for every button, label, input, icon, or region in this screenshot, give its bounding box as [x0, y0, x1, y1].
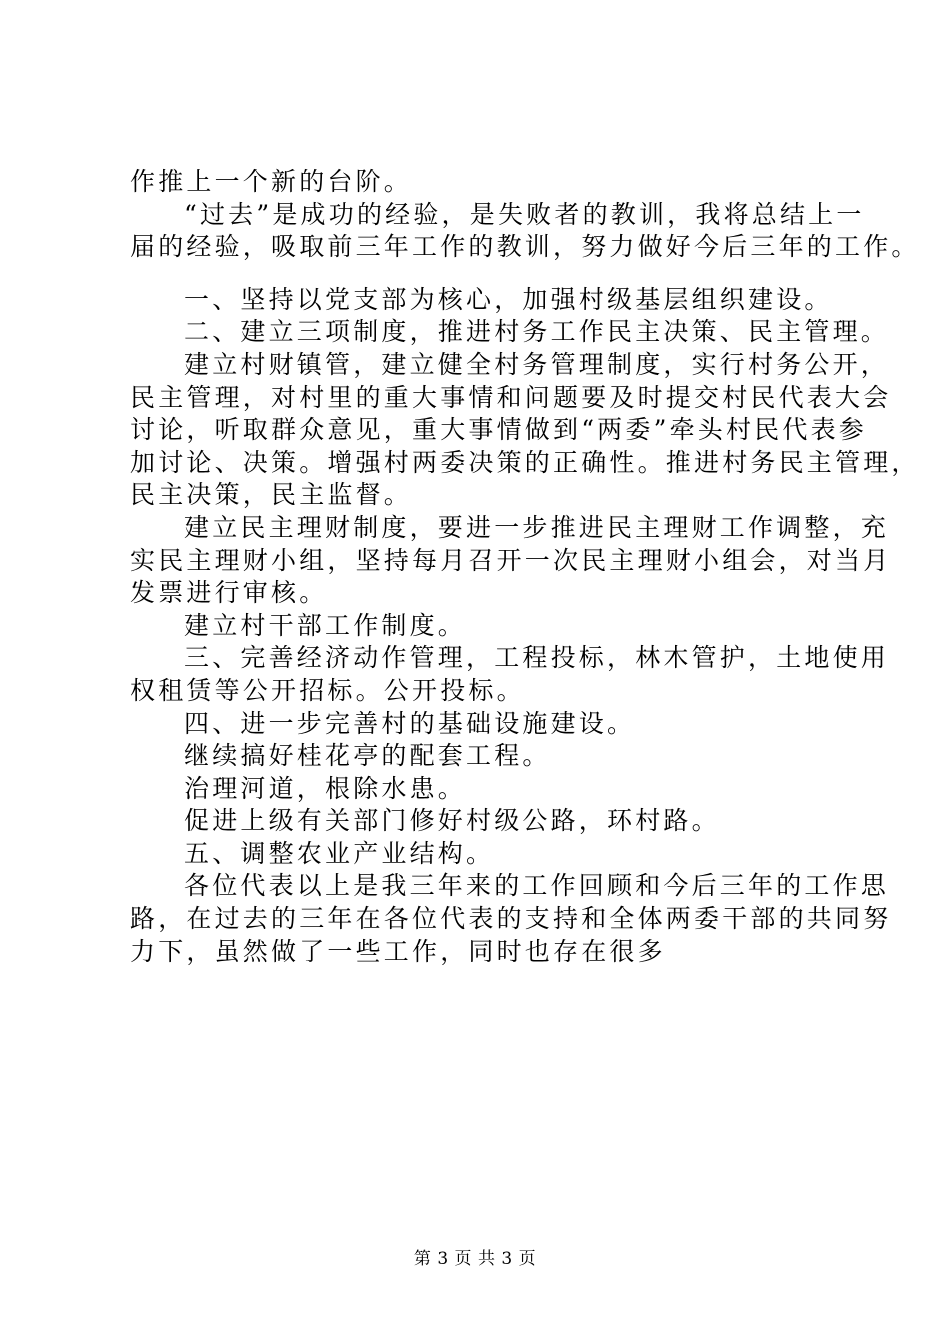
section-heading: 五、调整农业产业结构。: [184, 838, 495, 868]
text-line: 作推上一个新的台阶。: [130, 167, 413, 196]
document-body: [130, 166, 920, 968]
text-line: 建立村财镇管，建立健全村务管理制度，实行村务公开，: [184, 349, 890, 379]
text-line: 权租赁等公开招标。公开投标。: [130, 675, 525, 705]
text-line: 继续搞好桂花亭的配套工程。: [184, 741, 551, 771]
text-line: 讨论，听取群众意见，重大事情做到“两委”牵头村民代表参: [130, 415, 867, 445]
text-line: “过去”是成功的经验，是失败者的教训，我将总结上一: [184, 199, 865, 229]
text-line: 实民主理财小组，坚持每月召开一次民主理财小组会，对当月: [130, 545, 892, 575]
text-line: 路，在过去的三年在各位代表的支持和全体两委干部的共同努: [130, 904, 892, 934]
section-heading: 四、进一步完善村的基础设施建设。: [184, 708, 636, 738]
text-line: 建立村干部工作制度。: [184, 610, 467, 640]
text-line: 各位代表以上是我三年来的工作回顾和今后三年的工作思: [184, 871, 890, 901]
paragraph-gap: [130, 264, 840, 284]
text-line: 民主管理，对村里的重大事情和问题要及时提交村民代表大会: [130, 382, 892, 412]
page-number-footer: 第 3 页 共 3 页: [413, 1249, 537, 1269]
text-line: 届的经验，吸取前三年工作的教训，努力做好今后三年的工作。: [130, 232, 920, 262]
text-line: 治理河道，根除水患。: [184, 773, 467, 803]
section-heading: 二、建立三项制度，推进村务工作民主决策、民主管理。: [184, 317, 890, 347]
text-line: 建立民主理财制度，要进一步推进民主理财工作调整，充: [184, 512, 890, 542]
text-line: 民主决策，民主监督。: [130, 480, 413, 510]
section-heading: 一、坚持以党支部为核心，加强村级基层组织建设。: [184, 284, 833, 314]
section-heading: 三、完善经济动作管理，工程投标，林木管护，土地使用: [184, 643, 890, 673]
text-line: 力下，虽然做了一些工作，同时也存在很多: [130, 936, 666, 966]
text-line: 促进上级有关部门修好村级公路，环村路。: [184, 806, 720, 836]
text-line: 发票进行审核。: [130, 578, 328, 608]
text-line: 加讨论、决策。增强村两委决策的正确性。推进村务民主管理，: [130, 447, 920, 477]
